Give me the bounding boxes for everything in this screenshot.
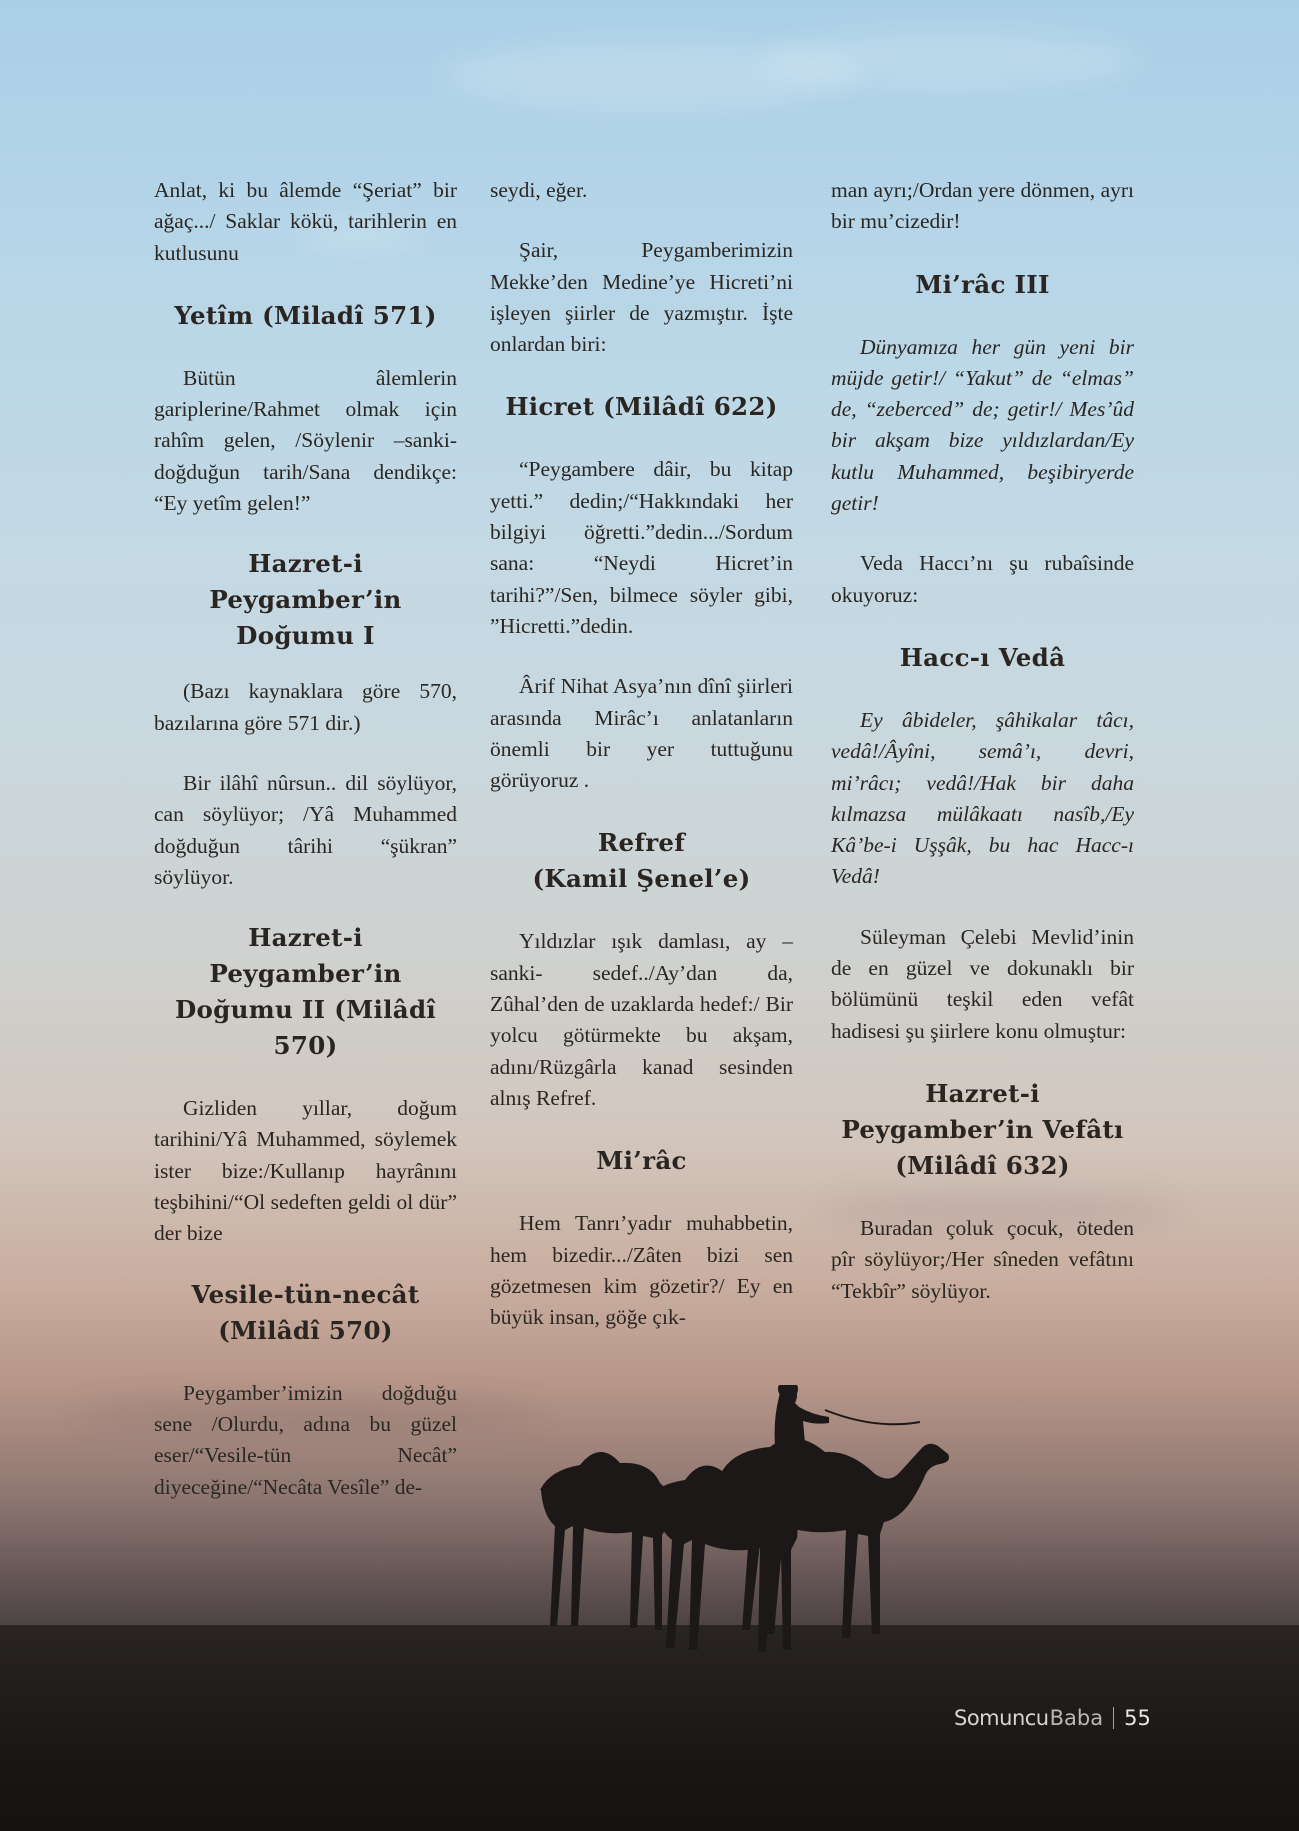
paragraph: Buradan çoluk çocuk, öteden pîr söylüyor;/Her sîneden vefâtını “Tekbîr” söylüyor. xyxy=(831,1215,1134,1303)
section-heading-vesile: Vesile-tün-necât (Milâdî 570) xyxy=(191,1279,420,1345)
paragraph: Gizliden yıllar, doğum tarihini/Yâ Muhammed, söylemek ister bize:/Kullanıp hayrânını teşbihini/“Ol sedeften geldi ol dür” der bize xyxy=(154,1096,457,1246)
paragraph: Yıldızlar ışık damlası, ay –sanki- sedef../Ay’dan da, Zûhal’den de uzaklarda hedef:/ Bir yolcu götürmekte bu akşam, adını/Rüzgârla kanad sesinden alnış Refref. xyxy=(490,929,793,1110)
refref-title: Refref xyxy=(597,828,686,858)
page-number: 55 xyxy=(1124,1706,1151,1730)
paragraph: Peygamber’imizin doğduğu sene /Olurdu, adına bu güzel eser/“Vesile-tün Necât” diyeceğine/“Necâta Vesîle” de- xyxy=(154,1380,457,1499)
paragraph: Süleyman Çelebi Mevlid’inin de en güzel ve dokunaklı bir bölümünü teşkil eden vefât hadisesi şu şiirlere konu olmuştur: xyxy=(831,924,1134,1043)
section-heading-dogumu-2: Hazret-i Peygamber’in Doğumu II (Milâdî 570) xyxy=(175,923,436,1061)
cloud xyxy=(760,30,1140,90)
page-footer xyxy=(954,1703,1151,1733)
poem-paragraph: Ey âbideler, şâhikalar tâcı, vedâ!/Âyîni, semâ’ı, devri, mi’râcı; vedâ!/Hak bir daha kılmazsa mülâkaatı nasîb,/Ey Kâ’be-i Uşşâk, bu hac Hacc-ı Vedâ! xyxy=(831,707,1134,889)
magazine-logo-part1: Somuncu xyxy=(954,1706,1049,1730)
column-2 xyxy=(490,175,793,1362)
paragraph: Veda Haccı’nı şu rubaîsinde okuyoruz: xyxy=(831,551,1134,607)
paragraph: man ayrı;/Ordan yere dönmen, ayrı bir mu’cizedir! xyxy=(831,178,1134,234)
paragraph: Anlat, ki bu âlemde “Şeriat” bir ağaç.../ Saklar kökü, tarihlerin en kutlusunu xyxy=(154,178,457,265)
paragraph: “Peygambere dâir, bu kitap yetti.” dedin;/“Hakkındaki her bilgiyi öğretti.”dedin.../Sordum sana: “Neydi Hicret’in tarihi?”/Sen, bilmece söyler gibi, ”Hicretti.”dedin. xyxy=(490,457,793,638)
paragraph: (Bazı kaynaklara göre 570, bazılarına göre 571 dir.) xyxy=(154,679,457,735)
paragraph: seydi, eğer. xyxy=(490,178,588,202)
section-heading-dogumu-1: Hazret-i Peygamber’in Doğumu I xyxy=(209,549,402,651)
section-heading-refref xyxy=(490,825,793,897)
paragraph: Hem Tanrı’yadır muhabbetin, hem bizedir.../Zâten bizi sen gözetmesen kim gözetir?/ Ey en büyük insan, göğe çık- xyxy=(490,1211,793,1330)
section-heading-hacc-i-veda: Hacc-ı Vedâ xyxy=(899,642,1066,672)
camel-silhouette-image xyxy=(520,1385,960,1675)
magazine-logo-part2: Baba xyxy=(1049,1706,1104,1730)
paragraph: Şair, Peygamberimizin Mekke’den Medine’ye Hicreti’ni işleyen şiirler de yazmıştır. İşte onlardan biri: xyxy=(490,238,793,357)
paragraph: Bir ilâhî nûrsun.. dil söylüyor, can söylüyor; /Yâ Muhammed doğduğun târihi “şükran” söylüyor. xyxy=(154,770,457,889)
column-1 xyxy=(154,175,457,1532)
section-heading-vefat: Hazret-i Peygamber’in Vefâtı (Milâdî 632) xyxy=(841,1078,1124,1180)
section-heading-hicret: Hicret (Milâdî 622) xyxy=(505,392,778,422)
footer-divider xyxy=(1113,1707,1114,1729)
section-heading-mirac: Mi’râc xyxy=(596,1146,687,1176)
paragraph: Ârif Nihat Asya’nın dînî şiirleri arasında Mirâc’ı anlatanların önemli bir yer tuttuğunu görüyoruz . xyxy=(490,674,793,793)
column-3 xyxy=(831,175,1134,1336)
poem-paragraph: Dünyamıza her gün yeni bir müjde getir!/ “Yakut” de “elmas” de, “zeberced” de; getir!/ Mes’ûd bir akşam bize yıldızlardan/Ey kutlu Muhammed, beşibiryerde getir! xyxy=(831,334,1134,516)
paragraph: Bütün âlemlerin gariplerine/Rahmet olmak için rahîm gelen, /Söylenir –sanki- doğduğun tarih/Sana dendikçe: “Ey yetîm gelen!” xyxy=(154,365,457,516)
section-heading-mirac-3: Mi’râc III xyxy=(915,269,1050,299)
refref-dedication: (Kamil Şenel’e) xyxy=(532,864,751,894)
section-heading-yetim: Yetîm (Miladî 571) xyxy=(174,300,437,330)
